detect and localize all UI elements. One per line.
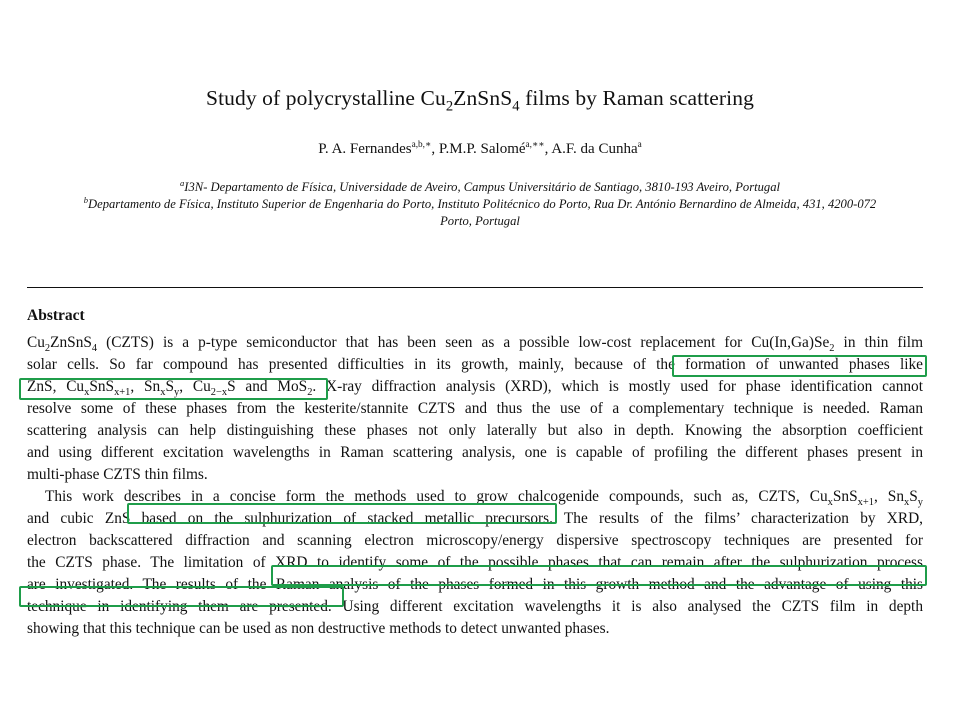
highlight-box [271,565,927,586]
abstract-line: scattering analysis can help distinguishing these phases not only laterally but also in depth. Knowing the absorption coefficient [27,422,923,439]
abstract-line: technique in identifying them are presented. Using different excitation wavelengths it is also analysed the CZTS film in depth [27,598,923,615]
abstract-line: solar cells. So far compound has presented difficulties in its growth, mainly, because of the formation of unwanted phases like [27,356,923,373]
highlight-box [127,503,557,524]
abstract-line: and cubic ZnS based on the sulphurization of stacked metallic precursors. The results of the films’ characterization by XRD, [27,510,923,527]
abstract-line: showing that this technique can be used as non destructive methods to detect unwanted phases. [27,620,610,637]
abstract-line: multi-phase CZTS thin films. [27,466,208,483]
section-divider [27,287,923,288]
abstract-line: and using different excitation wavelengths in Raman scattering analysis, one is capable of profiling the different phases present in [27,444,923,461]
abstract-line: are investigated. The results of the Raman analysis of the phases formed in this growth method and the advantage of using this [27,576,923,593]
abstract-line: This work describes in a concise form the methods used to grow chalcogenide compounds, such as, CZTS, $Cu_xSnS_{x+1}$, $Sn_xS_y$ [45,488,923,509]
highlight-box [19,586,344,607]
abstract-line: electron backscattered diffraction and scanning electron microscopy/energy dispersive spectroscopy techniques are presented for [27,532,923,549]
author-name: P. A. Fernandes [318,141,412,157]
affiliation-a: $^a$I3N- Departamento de Física, Universidade de Aveiro, Campus Universitário de Santiago, 3810-193 Aveiro, Portugal [180,177,780,194]
affiliation-b-continued: Porto, Portugal [440,214,520,228]
author-list: P. A. Fernandes$^{a,b,∗}$, P.M.P. Salomé$^{a,∗∗}$, A.F. da Cunha$^a$ [318,140,642,157]
paper-title: Study of polycrystalline $Cu_2ZnSnS_4$ films by Raman scattering [206,86,754,115]
author-name: A.F. da Cunha [551,141,638,157]
abstract-line: ZnS, $Cu_xSnS_{x+1}$, $Sn_xS_y$, $Cu_{2-x}S$ and MoS$_2$. X-ray diffraction analysis (XRD), which is mostly used for phase identification cannot [27,378,923,399]
abstract-heading: Abstract [27,307,85,324]
affiliation-b: $^b$Departamento de Física, Instituto Superior de Engenharia do Porto, Instituto Politécnico do Porto, Rua Dr. António Bernardino de Almeida, 431, 4200-072 [83,194,877,211]
author-name: P.M.P. Salomé [438,141,526,157]
abstract-line: $Cu_2ZnSnS_4$ (CZTS) is a p-type semiconductor that has been seen as a possible low-cost replacement for $Cu(In,Ga)Se_2$ in thin film [27,334,924,355]
highlight-box [672,355,927,377]
abstract-line: the CZTS phase. The limitation of XRD to identify some of the possible phases that can remain after the sulphurization process [27,554,923,571]
highlight-box [19,378,328,400]
abstract-line: resolve some of these phases from the kesterite/stannite CZTS and thus the use of a complementary technique is needed. Raman [27,400,923,417]
